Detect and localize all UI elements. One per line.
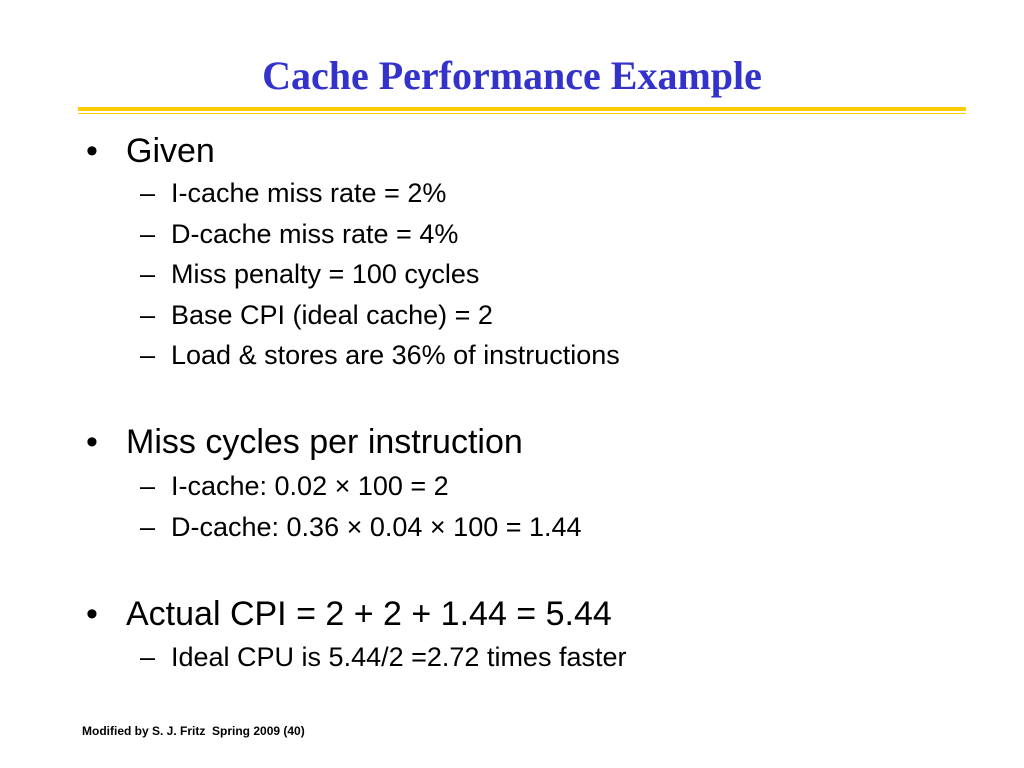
bullet-text: Given — [126, 132, 215, 170]
dash-icon: – — [140, 642, 156, 672]
dash-icon: – — [140, 512, 156, 542]
sub-bullet-item — [0, 261, 1024, 291]
dash-icon: – — [140, 178, 156, 208]
sub-bullet-text: Load & stores are 36% of instructions — [171, 340, 620, 370]
bullet-item-given — [0, 134, 1024, 170]
bullet-text: Miss cycles per instruction — [126, 423, 523, 461]
dash-icon: – — [140, 300, 156, 330]
sub-bullet-item — [0, 302, 1024, 332]
sub-bullet-item — [0, 180, 1024, 210]
sub-bullet-text: Miss penalty = 100 cycles — [171, 259, 480, 289]
bullet-icon: • — [86, 132, 98, 170]
bullet-text: Actual CPI = 2 + 2 + 1.44 = 5.44 — [126, 595, 612, 633]
sub-bullet-item — [0, 644, 1024, 674]
sub-bullet-text: D-cache miss rate = 4% — [171, 219, 459, 249]
slide-title: Cache Performance Example — [262, 53, 762, 98]
sub-bullet-item — [0, 342, 1024, 372]
dash-icon: – — [140, 471, 156, 501]
sub-bullet-text: D-cache: 0.36 × 0.04 × 100 = 1.44 — [171, 512, 582, 542]
title-underline-thin — [78, 113, 966, 114]
bullet-icon: • — [86, 423, 98, 461]
dash-icon: – — [140, 259, 156, 289]
title-underline-thick — [78, 107, 966, 111]
sub-bullet-text: Base CPI (ideal cache) = 2 — [171, 300, 493, 330]
bullet-icon: • — [86, 595, 98, 633]
bullet-item-miss-cycles — [0, 425, 1024, 461]
sub-bullet-item — [0, 221, 1024, 251]
bullet-item-actual-cpi — [0, 597, 1024, 633]
sub-bullet-text: Ideal CPU is 5.44/2 =2.72 times faster — [171, 642, 627, 672]
sub-bullet-item — [0, 514, 1024, 544]
sub-bullet-text: I-cache miss rate = 2% — [171, 178, 447, 208]
slide-footer: Modified by S. J. Fritz Spring 2009 (40) — [82, 724, 305, 738]
sub-bullet-item — [0, 473, 1024, 503]
dash-icon: – — [140, 340, 156, 370]
sub-bullet-text: I-cache: 0.02 × 100 = 2 — [171, 471, 449, 501]
dash-icon: – — [140, 219, 156, 249]
